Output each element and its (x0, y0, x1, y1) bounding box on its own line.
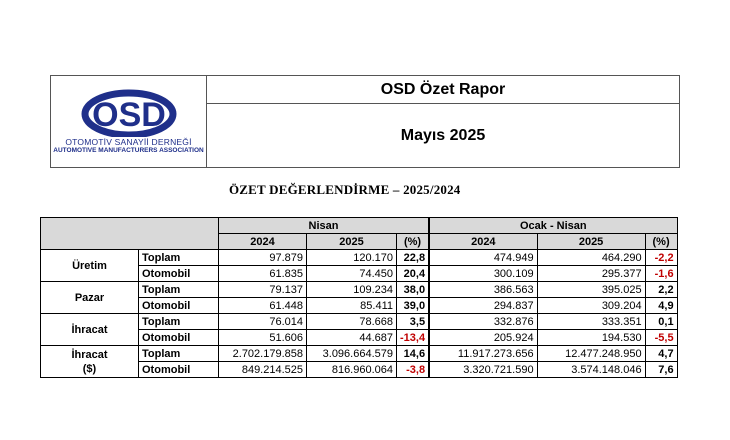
value-cell: 51.606 (219, 330, 307, 346)
value-cell: 61.448 (219, 298, 307, 314)
change-percent-cell: 39,0 (397, 298, 430, 314)
row-category (41, 346, 139, 378)
row-category (41, 250, 139, 282)
row-subcategory: Otomobil (139, 330, 219, 346)
value-cell: 79.137 (219, 282, 307, 298)
section-title: ÖZET DEĞERLENDİRME – 2025/2024 (229, 182, 461, 197)
row-subcategory: Toplam (139, 282, 219, 298)
change-percent-cell: 20,4 (397, 266, 430, 282)
change-percent-cell: 0,1 (645, 314, 677, 330)
report-header (50, 75, 680, 168)
change-percent-cell: -3,8 (397, 362, 430, 378)
value-cell: 120.170 (307, 250, 397, 266)
value-cell: 2.702.179.858 (219, 346, 307, 362)
value-cell: 333.351 (537, 314, 645, 330)
change-percent-cell: -1,6 (645, 266, 677, 282)
value-cell: 474.949 (429, 250, 537, 266)
logo-name-en: AUTOMOTIVE MANUFACTURERS ASSOCIATION (53, 146, 204, 154)
change-percent-cell: -13,4 (397, 330, 430, 346)
column-header: 2024 (219, 234, 307, 250)
value-cell: 194.530 (537, 330, 645, 346)
row-category (41, 314, 139, 346)
report-title: OSD Özet Rapor (207, 76, 679, 104)
value-cell: 395.025 (537, 282, 645, 298)
value-cell: 332.876 (429, 314, 537, 330)
change-percent-cell: 2,2 (645, 282, 677, 298)
value-cell: 12.477.248.950 (537, 346, 645, 362)
column-header: 2025 (307, 234, 397, 250)
value-cell: 3.096.664.579 (307, 346, 397, 362)
change-percent-cell: 4,7 (645, 346, 677, 362)
value-cell: 78.668 (307, 314, 397, 330)
osd-logo-mark (69, 89, 189, 137)
row-subcategory: Otomobil (139, 298, 219, 314)
value-cell: 386.563 (429, 282, 537, 298)
value-cell: 309.204 (537, 298, 645, 314)
value-cell: 3.320.721.590 (429, 362, 537, 378)
value-cell: 295.377 (537, 266, 645, 282)
value-cell: 294.837 (429, 298, 537, 314)
value-cell: 205.924 (429, 330, 537, 346)
summary-table (40, 217, 678, 378)
corner-cell (41, 218, 219, 250)
group-header-ocak-nisan: Ocak - Nisan (429, 218, 677, 234)
value-cell: 85.411 (307, 298, 397, 314)
change-percent-cell: 7,6 (645, 362, 677, 378)
table-row (41, 250, 678, 266)
value-cell: 464.290 (537, 250, 645, 266)
row-category-unit: ($) (82, 362, 97, 375)
value-cell: 61.835 (219, 266, 307, 282)
value-cell: 109.234 (307, 282, 397, 298)
row-subcategory: Otomobil (139, 266, 219, 282)
change-percent-cell: 3,5 (397, 314, 430, 330)
change-percent-cell: 4,9 (645, 298, 677, 314)
row-category-label: Üretim (72, 259, 107, 272)
logo-name-tr: OTOMOTİV SANAYİİ DERNEĞİ (65, 136, 192, 147)
row-category-label: İhracat (71, 323, 108, 336)
column-header: (%) (397, 234, 430, 250)
value-cell: 76.014 (219, 314, 307, 330)
table-row (41, 314, 678, 330)
row-subcategory: Toplam (139, 250, 219, 266)
value-cell: 97.879 (219, 250, 307, 266)
table-row (41, 282, 678, 298)
row-subcategory: Toplam (139, 346, 219, 362)
value-cell: 3.574.148.046 (537, 362, 645, 378)
column-header: (%) (645, 234, 677, 250)
group-header-nisan: Nisan (219, 218, 430, 234)
change-percent-cell: 14,6 (397, 346, 430, 362)
column-header: 2025 (537, 234, 645, 250)
change-percent-cell: 22,8 (397, 250, 430, 266)
column-header: 2024 (429, 234, 537, 250)
report-period: Mayıs 2025 (400, 126, 486, 144)
table-row (41, 346, 678, 362)
value-cell: 44.687 (307, 330, 397, 346)
osd-logo (51, 76, 207, 167)
value-cell: 11.917.273.656 (429, 346, 537, 362)
value-cell: 74.450 (307, 266, 397, 282)
value-cell: 849.214.525 (219, 362, 307, 378)
change-percent-cell: -2,2 (645, 250, 677, 266)
row-category (41, 282, 139, 314)
group-header-row (41, 218, 678, 234)
change-percent-cell: 38,0 (397, 282, 430, 298)
value-cell: 300.109 (429, 266, 537, 282)
value-cell: 816.960.064 (307, 362, 397, 378)
logo-abbr: OSD (91, 95, 166, 134)
row-category-label: Pazar (74, 291, 105, 304)
row-category-label: İhracat (71, 348, 108, 361)
change-percent-cell: -5,5 (645, 330, 677, 346)
row-subcategory: Otomobil (139, 362, 219, 378)
row-subcategory: Toplam (139, 314, 219, 330)
